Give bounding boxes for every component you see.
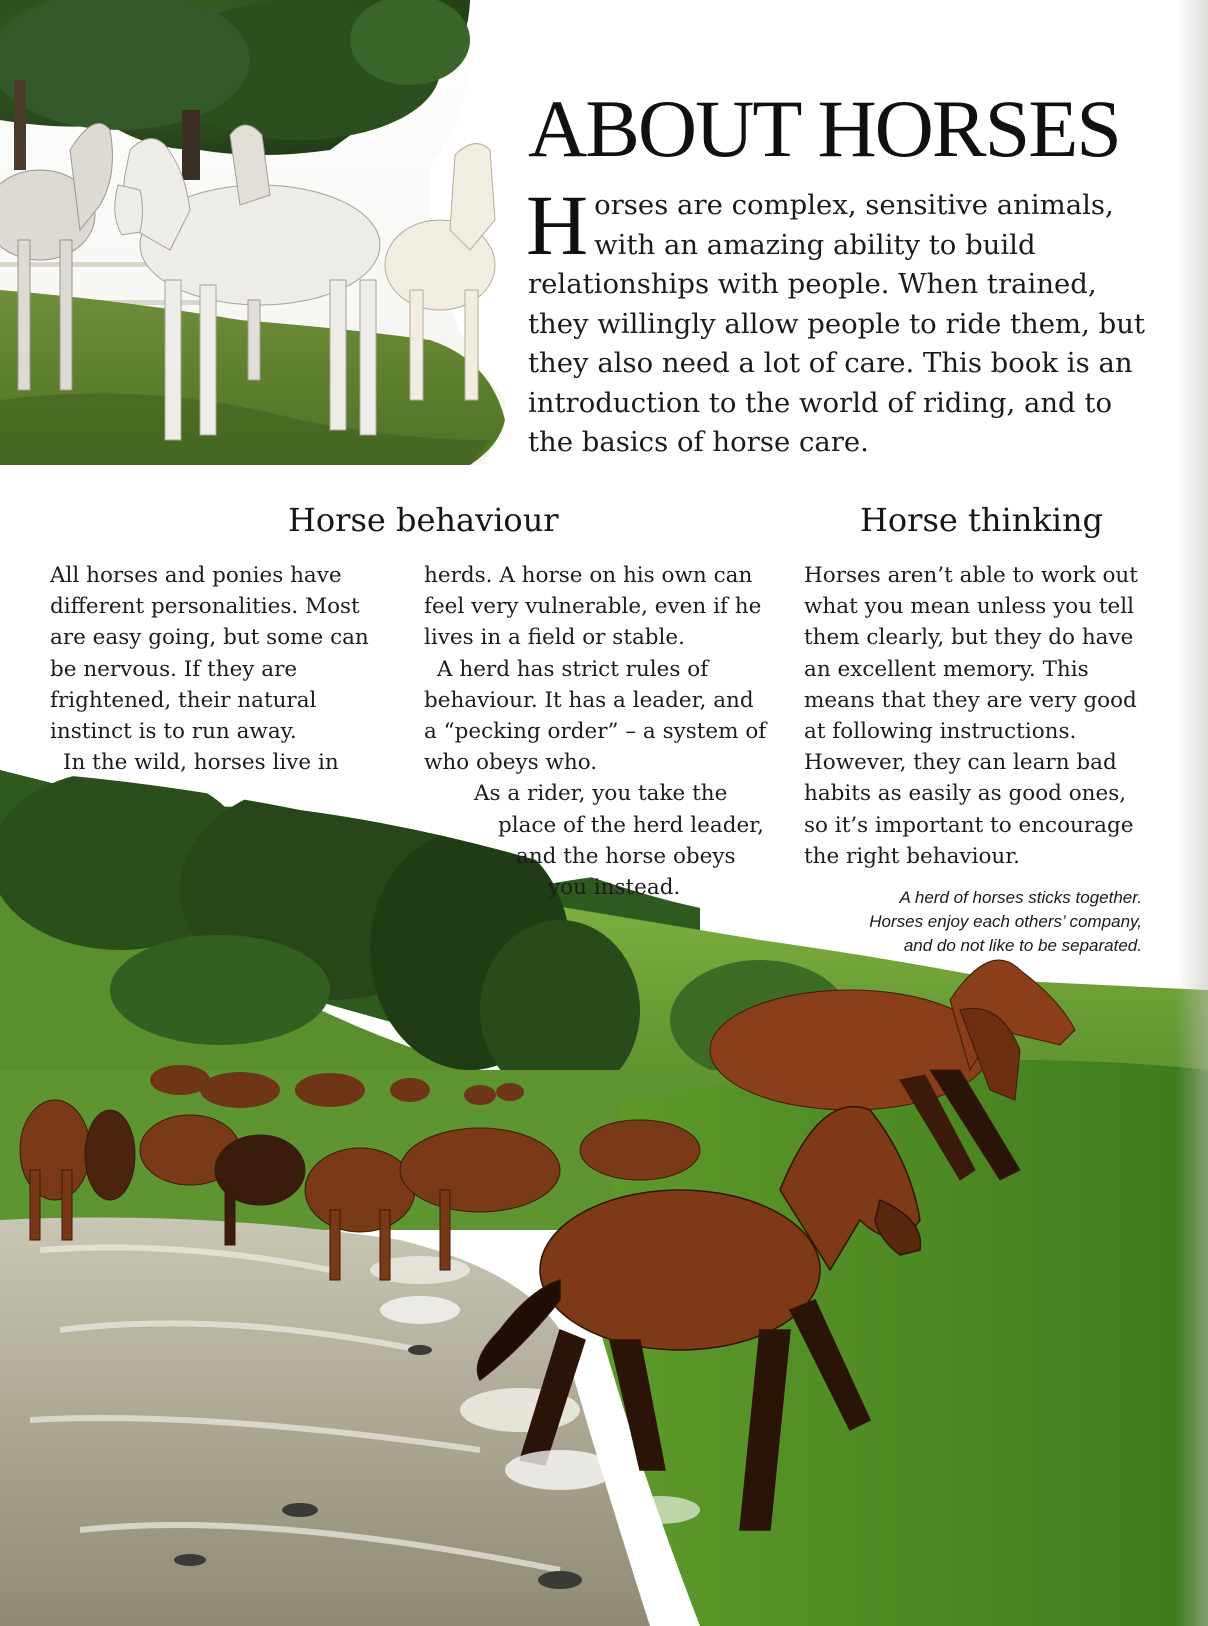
behaviour-paragraph-1: All horses and ponies have different personalities. Most are easy going, but some can be nervous. If they are frightened, their natural instinct is to run away. — [50, 563, 369, 745]
column-behaviour-1 — [50, 560, 395, 778]
behaviour-paragraph-4-line: place of the herd leader, — [498, 812, 764, 838]
behaviour-paragraph-4 — [424, 778, 769, 903]
heading-horse-thinking: Horse thinking — [860, 501, 1104, 539]
white-horses-illustration — [0, 0, 512, 465]
intro-paragraph — [526, 177, 1148, 463]
thinking-paragraph-1: Horses aren’t able to work out what you mean unless you tell them clearly, but they do have an excellent memory. This means that they are very good at following instructions. However, they can learn bad habits as easily as good ones, so it’s important to encourage the right behaviour. — [804, 563, 1138, 869]
caption-line: A herd of horses sticks together. — [899, 888, 1142, 907]
drop-cap: H — [526, 177, 589, 273]
heading-horse-behaviour: Horse behaviour — [288, 501, 559, 539]
caption-line: Horses enjoy each others’ company, — [869, 912, 1142, 931]
column-behaviour-2 — [424, 560, 769, 903]
behaviour-paragraph-4-line: and the horse obeys — [516, 843, 736, 869]
page-title: ABOUT HORSES — [528, 83, 1120, 174]
behaviour-paragraph-2-start: In the wild, horses live in — [63, 750, 339, 776]
page-edge-shadow — [1176, 0, 1208, 1626]
photo-caption — [812, 886, 1142, 958]
behaviour-paragraph-3: A herd has strict rules of behaviour. It has a leader, and a “pecking order” – a system of who obeys who. — [424, 656, 767, 776]
caption-line: and do not like to be separated. — [903, 936, 1142, 955]
behaviour-paragraph-2-continued: herds. A horse on his own can feel very vulnerable, even if he lives in a field or stable. — [424, 563, 762, 651]
white-horses-photo — [0, 0, 512, 465]
intro-text: orses are complex, sensitive animals, with an amazing ability to build relationships with people. When trained, they willingly allow people to ride them, but they also need a lot of care. This book is an introduction to the world of riding, and to the basics of horse care. — [528, 189, 1145, 458]
behaviour-paragraph-4-line: As a rider, you take the — [474, 781, 728, 807]
column-thinking — [804, 560, 1149, 872]
behaviour-paragraph-4-line: you instead. — [548, 875, 681, 901]
